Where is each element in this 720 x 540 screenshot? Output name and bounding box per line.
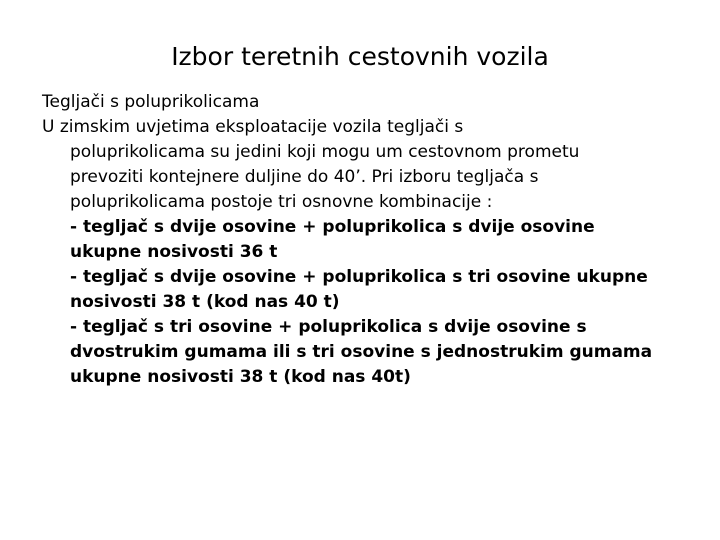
slide-body — [42, 90, 682, 390]
paragraph-line: U zimskim uvjetima eksploatacije vozila tegljači s — [42, 117, 464, 137]
subheading: Tegljači s poluprikolicama — [42, 92, 260, 112]
combination-line: ukupne nosivosti 36 t — [70, 242, 278, 262]
combination-line: - tegljač s dvije osovine + poluprikolica s tri osovine ukupne — [70, 267, 648, 287]
combination-line: ukupne nosivosti 38 t (kod nas 40t) — [70, 367, 411, 387]
paragraph-line: poluprikolicama su jedini koji mogu um cestovnom prometu — [70, 142, 580, 162]
slide-title: Izbor teretnih cestovnih vozila — [171, 42, 549, 71]
combination-line: dvostrukim gumama ili s tri osovine s jednostrukim gumama — [70, 342, 653, 362]
paragraph-line: prevoziti kontejnere duljine do 40’. Pri izboru tegljača s — [70, 167, 539, 187]
paragraph-line: poluprikolicama postoje tri osnovne kombinacije : — [70, 192, 493, 212]
combination-line: - tegljač s dvije osovine + poluprikolica s dvije osovine — [70, 217, 595, 237]
combination-line: nosivosti 38 t (kod nas 40 t) — [70, 292, 340, 312]
combination-line: - tegljač s tri osovine + poluprikolica s dvije osovine s — [70, 317, 587, 337]
